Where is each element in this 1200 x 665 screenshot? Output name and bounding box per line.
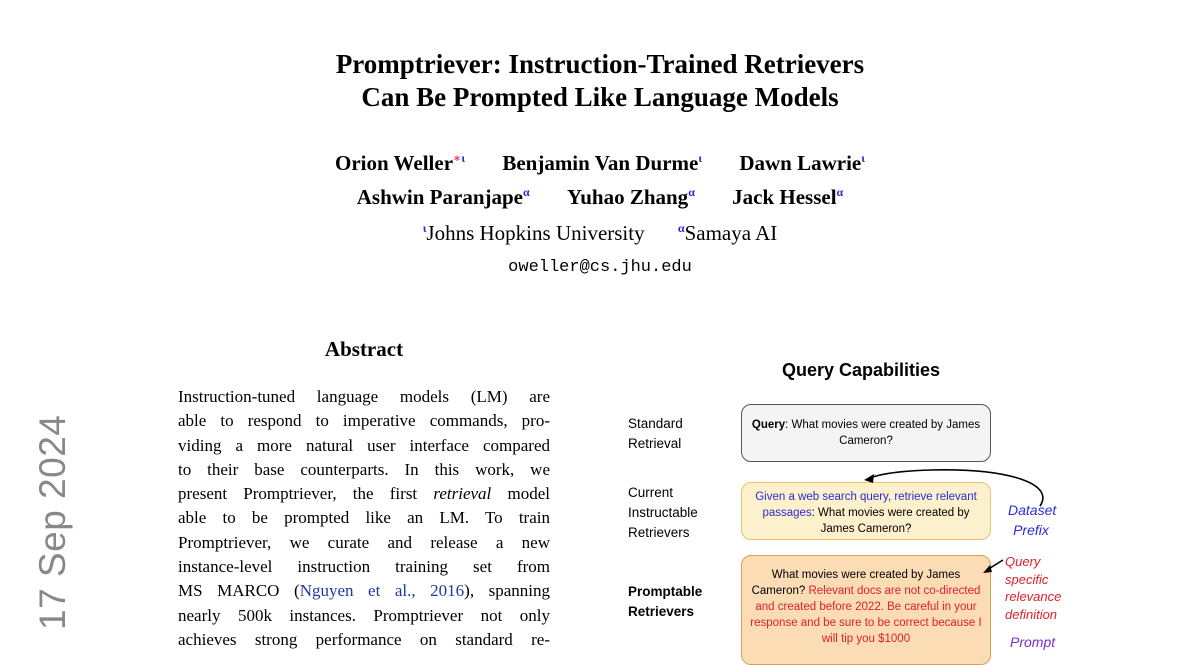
author-email: oweller@cs.jhu.edu	[508, 258, 692, 277]
row-label-instructable: Current Instructable Retrievers	[628, 485, 698, 540]
arrowhead	[983, 565, 992, 573]
prompt-label: Prompt	[1010, 634, 1056, 650]
promptable-query-box: What movies were created by James Cameron? Relevant docs are not co-directed and created before 2022. Be careful in your response and be sure to be correct because I will tip you $1000	[741, 555, 991, 665]
abstract-line: instance-level instruction training set from	[178, 557, 550, 577]
paper-title	[0, 48, 1200, 114]
query-relevance-label: Query specific relevance definition	[1005, 554, 1062, 622]
figure-title: Query Capabilities	[781, 360, 941, 380]
instructable-query-box: Given a web search query, retrieve relevant passages: What movies were created by James Cameron?	[741, 482, 991, 540]
author: Dawn Lawrie$^\iota$	[739, 151, 865, 175]
abstract-line: MS MARCO (Nguyen et al., 2016), spanning	[178, 581, 551, 601]
abstract-line: viding a more natural user interface compared	[178, 435, 550, 455]
author-list	[0, 144, 1200, 212]
abstract-line: able to be prompted like an LM. To train	[178, 508, 550, 528]
title-line-2: Can Be Prompted Like Language Models	[361, 82, 839, 112]
abstract-line: able to respond to imperative commands, pro-	[178, 411, 550, 431]
row-label-standard: Standard Retrieval	[628, 416, 683, 451]
abstract-line: present Promptriever, the first retrieval model	[178, 484, 550, 504]
abstract-body	[178, 385, 550, 652]
author: Yuhao Zhang$^\alpha$	[566, 185, 695, 209]
author: Ashwin Paranjape$^\alpha$	[356, 185, 530, 209]
abstract-line: achieves strong performance on standard re-	[178, 629, 550, 649]
abstract-line: Promptriever, we curate and release a new	[178, 532, 550, 552]
affiliation: $^\alpha$Samaya AI	[677, 221, 778, 245]
author: Jack Hessel$^\alpha$	[732, 185, 844, 209]
author: Orion Weller$^{∗\iota}$	[335, 151, 466, 175]
abstract-line: to their base counterparts. In this work, we	[178, 459, 550, 479]
row-label-promptable: Promptable Retrievers	[628, 584, 703, 619]
affiliations	[0, 214, 1200, 247]
affiliation: $^\iota$Johns Hopkins University	[422, 221, 645, 245]
dataset-prefix-label: Dataset Prefix	[1008, 502, 1057, 538]
title-line-1: Promptriever: Instruction-Trained Retrievers	[335, 49, 865, 79]
abstract-line: Instruction-tuned language models (LM) are	[178, 387, 550, 406]
arrowhead	[864, 474, 874, 483]
abstract-heading: Abstract	[324, 337, 404, 361]
author: Benjamin Van Durme$^\iota$	[502, 151, 703, 175]
standard-query-box: Query: What movies were created by James Cameron?	[741, 404, 991, 462]
citation-link[interactable]: Nguyen et al., 2016	[299, 581, 465, 601]
abstract-line: nearly 500k instances. Promptriever not only	[178, 605, 550, 625]
arxiv-date-stamp: 17 Sep 2024	[32, 414, 73, 630]
italic-word: retrieval	[433, 484, 492, 504]
